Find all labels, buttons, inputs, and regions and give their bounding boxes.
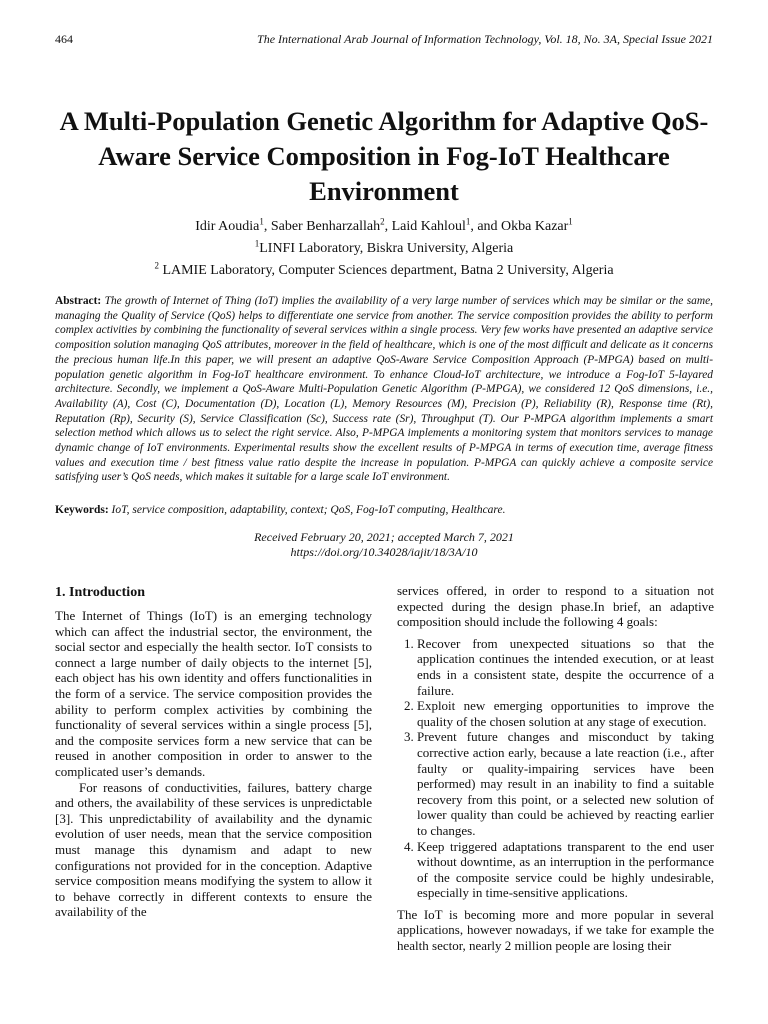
keywords-text: IoT, service composition, adaptability, context; QoS, Fog-IoT computing, Healthcare. xyxy=(111,504,506,516)
list-item: 4. Keep triggered adaptations transparent to the end user without downtime, as an interruption in the performance of the composite service could be highly undesirable, especially in time-sensitive applications. xyxy=(417,839,714,901)
abstract-text: The growth of Internet of Thing (IoT) implies the availability of a very large number of services which may be similar or the same, managing the Quality of Service (QoS) helps to differentiate one service from another. The service composition provides the ability to perform complex activities by combining the functionality of several services within a single process. Very few works have presented an adaptive service composition solution managing QoS attributes, moreover in the field of healthcare, which is one of the most difficult and delicate as it concerns the precious human life.In this paper, we will present an adaptive QoS-Aware Service Composition Approach (P-MPGA) based on multi-population genetic algorithm in Fog-IoT healthcare environment. To enhance Cloud-IoT architecture, we introduce a Fog-IoT 5-layared architecture. Secondly, we implement a QoS-Aware Multi-Population Genetic Algorithm (P-MPGA), we considered 12 QoS dimensions, i.e., Availability (A), Cost (C), Documentation (D), Location (L), Memory Resources (M), Precision (P), Reliability (R), Response time (Rt), Reputation (Rp), Security (S), Service Classification (Sc), Success rate (Sr), Throughput (T). Our P-MPGA algorithm implements a smart selection method which allows us to select the right service. Also, P-MPGA implements a monitoring system that monitors services to manage dynamic change of IoT environments. Experimental results show the excellent results of P-MPGA in terms of execution time, average fitness values and execution time / best fitness value ratio despite the increase in population. P-MPGA can quickly achieve a composite service satisfying user’s QoS needs, which makes it suitable for a large scale IoT environment. xyxy=(55,295,713,484)
author-block xyxy=(40,216,728,282)
author-1-sup: 1 xyxy=(259,216,264,227)
aff2-sup: 2 xyxy=(154,260,159,271)
doi-link[interactable]: https://doi.org/10.34028/iajit/18/3A/10 xyxy=(290,544,478,559)
received-dates: Received February 20, 2021; accepted March 7, 2021 xyxy=(254,530,514,544)
author-4: , and Okba Kazar xyxy=(470,219,569,234)
paragraph: services offered, in order to respond to a situation not expected during the design phase.In brief, an adaptive composition should include the following 4 goals: xyxy=(397,583,714,630)
list-item: 3. Prevent future changes and misconduct by taking corrective action early, because a late reaction (i.e., after faulty or quality-impairing services have been performed) may result in an inability to find a suitable recovery from this point, or a selected new solution of lower quality than could be achieved by reacting earlier to changes. xyxy=(417,729,714,838)
received-info xyxy=(55,530,713,559)
paper-title: A Multi-Population Genetic Algorithm for Adaptive QoS-Aware Service Composition in Fog-IoT Healthcare Environment xyxy=(59,106,709,206)
goals-list xyxy=(397,636,714,901)
abstract xyxy=(55,294,713,485)
paragraph: The Internet of Things (IoT) is an emerging technology which can affect the industrial sector, the environment, the social sector and especially the health sector. IoT consists to connect a large number of daily objects to the internet [5], each object has his own identity and offers functionalities in the form of a service. The service composition provides the ability to perform complex activities by combining the functionality of several services within a single process [5], and the composite services form a new service that can be reused in another composition in order to answer to the complicated user’s demands. xyxy=(55,608,372,779)
affiliation-1 xyxy=(40,238,728,260)
journal-name: The International Arab Journal of Information Technology, Vol. 18, No. 3A, Special Issue 2021 xyxy=(257,32,713,46)
aff1-sup: 1 xyxy=(254,238,260,249)
section-heading: 1. Introduction xyxy=(55,585,145,600)
abstract-label: Abstract: xyxy=(55,295,102,307)
aff2-text: LAMIE Laboratory, Computer Sciences department, Batna 2 University, Algeria xyxy=(162,263,614,278)
keywords-label: Keywords: xyxy=(55,504,109,516)
author-2-sup: 2 xyxy=(380,216,385,227)
author-line xyxy=(40,216,728,238)
aff1-text: LINFI Laboratory, Biskra University, Algeria xyxy=(259,241,514,256)
right-column xyxy=(397,583,714,954)
paragraph: The IoT is becoming more and more popular in several applications, however nowadays, if we take for example the health sector, nearly 2 million people are losing their xyxy=(397,906,714,954)
author-3: , Laid Kahloul xyxy=(384,219,466,234)
author-2: , Saber Benharzallah xyxy=(263,219,381,234)
affiliation-2 xyxy=(40,260,728,282)
author-4-sup: 1 xyxy=(568,216,573,227)
list-item: 2. Exploit new emerging opportunities to improve the quality of the chosen solution at any stage of execution. xyxy=(417,698,714,729)
page-number: 464 xyxy=(55,32,73,46)
author-1: Idir Aoudia xyxy=(195,219,260,234)
list-item: 1. Recover from unexpected situations so that the application continues the intended execution, or at least ends in a consistent state, despite the occurrence of a failure. xyxy=(417,636,714,698)
left-column xyxy=(55,584,372,920)
author-3-sup: 1 xyxy=(465,216,471,227)
paragraph: For reasons of conductivities, failures, battery charge and others, the availability of these services is unpredictable [3]. This unpredictability of availability and the dynamic evolution of user needs, mean that the service composition must manage this dynamism and adapt to new configurations not provided for in the conception. Adaptive service composition means modifying the system to allow it to behave correctly in different contexts to ensure the availability of the xyxy=(55,779,372,920)
keywords xyxy=(55,503,713,517)
